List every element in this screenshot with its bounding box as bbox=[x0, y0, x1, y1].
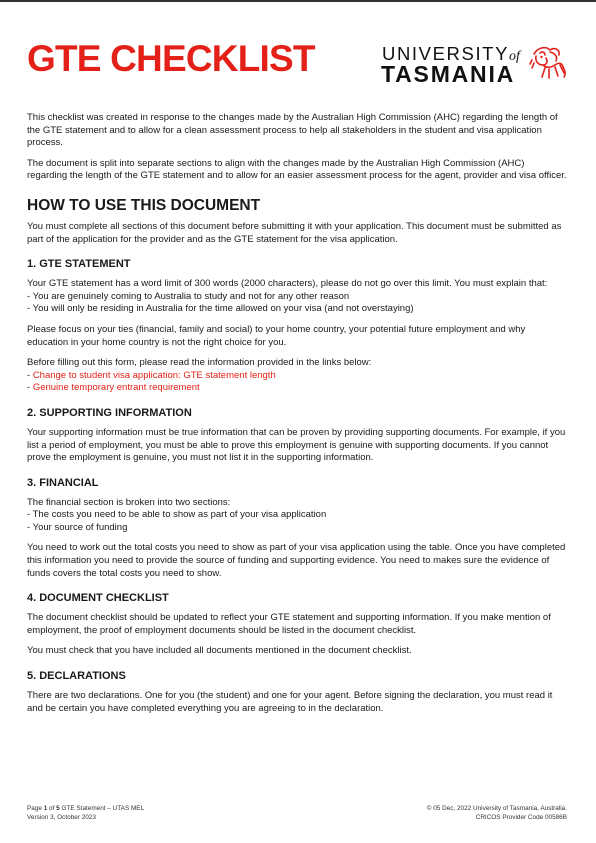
list-item: - You will only be residing in Australia for the time allowed on your visa (and not overstaying) bbox=[27, 303, 414, 315]
page-title: GTE CHECKLIST bbox=[27, 38, 315, 79]
cricos-code: CRICOS Provider Code 00586B bbox=[475, 813, 567, 821]
section-heading-document-checklist: 4. DOCUMENT CHECKLIST bbox=[27, 592, 169, 605]
intro-paragraph-1: This checklist was created in response to the changes made by the Australian High Commission (AHC) regarding the length of the GTE statement and to allow for a clean assessment process to help all stakeholders in the student and visa application process. bbox=[27, 112, 558, 149]
supporting-information-paragraph: Your supporting information must be true information that can be proven by providing supporting documents. For example, if you list a period of employment, you must be able to prove this employment is genuine with supporting documents. If you cannot prove the employment is genuine, you must not list it in the supporting information. bbox=[27, 426, 566, 464]
section-heading-financial: 3. FINANCIAL bbox=[27, 476, 99, 489]
link-gte-statement-length[interactable]: Change to student visa application: GTE statement length bbox=[32, 369, 276, 381]
list-item: - You are genuinely coming to Australia to study and not for any other reason bbox=[27, 290, 350, 302]
financial-paragraph-2: You need to work out the total costs you need to show as part of your visa application using the table. Once you have completed this information you need to provide the source of funding and supporting evidence. You need to makes sure the evidence of funds covers the total costs you need to show. bbox=[27, 542, 566, 579]
gte-statement-paragraph: Your GTE statement has a word limit of 300 words (2000 characters), please do not go over this limit. You must explain that: bbox=[27, 278, 548, 290]
section-heading-declarations: 5. DECLARATIONS bbox=[27, 670, 126, 683]
how-to-paragraph: You must complete all sections of this document before submitting it with your application. This document must be submitted as part of the application for the provider and as the GTE statement for the visa application. bbox=[27, 220, 562, 245]
logo-of: of bbox=[509, 49, 520, 64]
document-body bbox=[27, 112, 567, 723]
links-block bbox=[27, 357, 567, 395]
gte-statement-block bbox=[27, 278, 567, 316]
document-checklist-paragraph-2: You must check that you have included all documents mentioned in the document checklist. bbox=[27, 645, 412, 657]
link-item: - Genuine temporary entrant requirement bbox=[27, 382, 200, 394]
copyright-text: © 05 Dec, 2022 University of Tasmania, Australia. bbox=[426, 805, 567, 812]
financial-block bbox=[27, 497, 567, 535]
version-label: Version 3, October 2023 bbox=[27, 813, 96, 821]
page-number: Page 1 of 5 GTE Statement – UTAS MEL bbox=[27, 805, 145, 812]
declarations-paragraph: There are two declarations. One for you (the student) and one for your agent. Before signing the declaration, you must read it and be certain you have completed everything you are agreeing to in the declaration. bbox=[27, 690, 553, 714]
section-heading-gte-statement: 1. GTE STATEMENT bbox=[27, 258, 131, 271]
top-rule bbox=[0, 0, 596, 2]
financial-paragraph: The financial section is broken into two sections: bbox=[27, 496, 231, 508]
links-intro: Before filling out this form, please read the information provided in the links below: bbox=[27, 357, 372, 369]
document-checklist-paragraph: The document checklist should be updated to reflect your GTE statement and supporting information. If you make mention of employment, the proof of employment documents should be listed in the document checklist. bbox=[27, 612, 551, 636]
link-genuine-temporary-entrant[interactable]: Genuine temporary entrant requirement bbox=[32, 382, 200, 394]
list-item: - The costs you need to be able to show as part of your visa application bbox=[27, 509, 327, 521]
list-item: - Your source of funding bbox=[27, 521, 128, 533]
university-logo bbox=[380, 44, 570, 86]
section-heading-supporting-information: 2. SUPPORTING INFORMATION bbox=[27, 406, 192, 419]
logo-line1: UNIVERSITY bbox=[382, 43, 510, 64]
section-heading-how-to: HOW TO USE THIS DOCUMENT bbox=[27, 196, 261, 214]
intro-paragraph-2: The document is split into separate sections to align with the changes made by the Australian High Commission (AHC) regarding the length of the GTE statement and to allow for an easier assessment process for the agent, provider and visa officer. bbox=[27, 157, 567, 182]
ties-paragraph: Please focus on your ties (financial, family and social) to your home country, your potential future employment and why education in your home country is not the right choice for you. bbox=[27, 323, 526, 348]
lion-crest-icon bbox=[528, 44, 568, 84]
link-item: - Change to student visa application: GTE statement length bbox=[27, 369, 276, 381]
logo-line2: TASMANIA bbox=[381, 61, 516, 87]
